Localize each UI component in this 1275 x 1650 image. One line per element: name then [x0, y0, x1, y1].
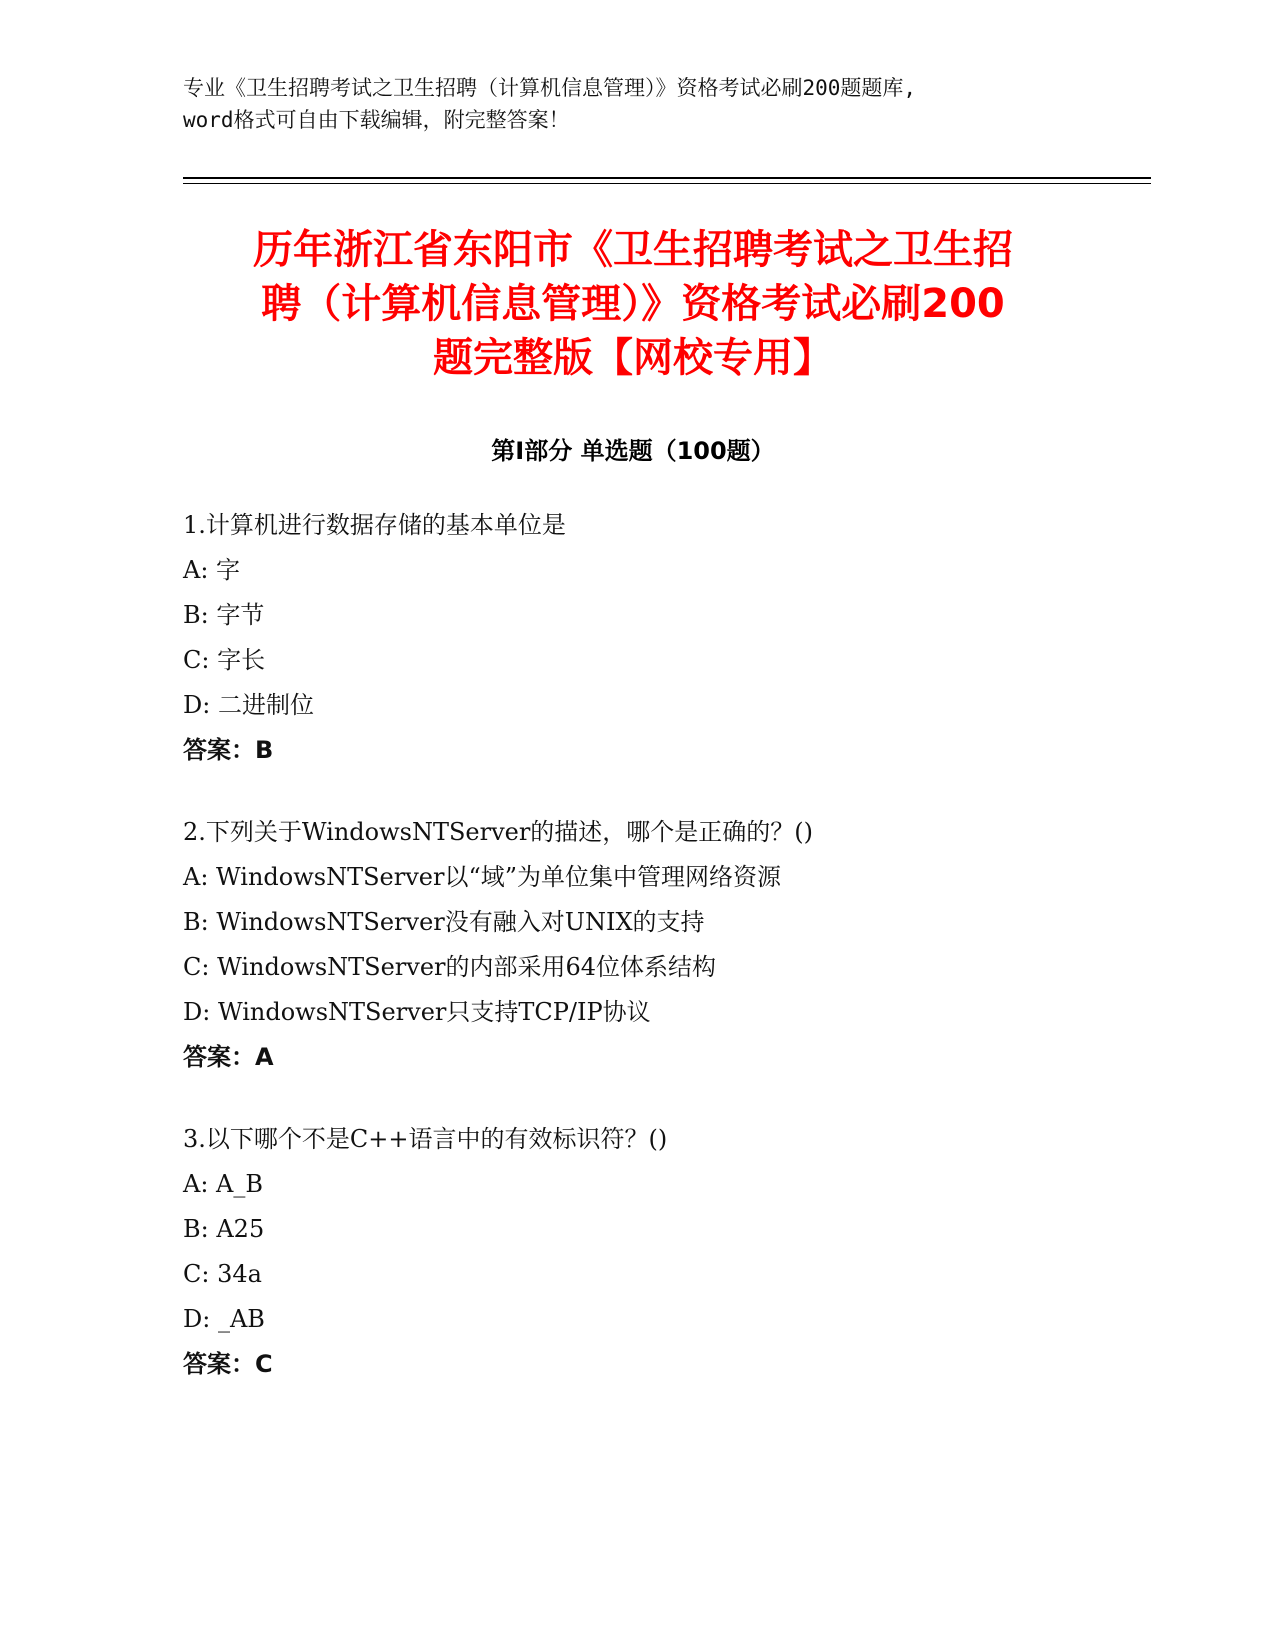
option-d: D: 二进制位: [183, 691, 314, 719]
document-title-line-2: 聘（计算机信息管理）》资格考试必刷200: [261, 281, 1005, 327]
option-b: B: WindowsNTServer没有融入对UNIX的支持: [183, 908, 705, 936]
question-1: [183, 503, 1183, 773]
option-c: C: 34a: [183, 1260, 262, 1288]
option-d: D: WindowsNTServer只支持TCP/IP协议: [183, 998, 651, 1026]
answer-text: 答案：C: [183, 1350, 273, 1378]
header-divider-thin: [183, 183, 1151, 184]
question-stem: 1.计算机进行数据存储的基本单位是: [183, 511, 566, 539]
header-note: [183, 72, 1083, 136]
question-stem: 2.下列关于WindowsNTServer的描述，哪个是正确的？(): [183, 818, 814, 846]
header-divider-thick: [183, 177, 1151, 179]
question-3: [183, 1117, 1183, 1387]
option-b: B: 字节: [183, 601, 265, 629]
option-a: A: A_B: [183, 1170, 264, 1198]
section-heading: 第Ⅰ部分 单选题（100题）: [491, 437, 775, 465]
answer-text: 答案：B: [183, 736, 274, 764]
option-b: B: A25: [183, 1215, 265, 1243]
document-title-line-3: 题完整版【网校专用】: [433, 335, 833, 381]
option-c: C: 字长: [183, 646, 266, 674]
answer-text: 答案：A: [183, 1043, 274, 1071]
option-d: D: _AB: [183, 1305, 265, 1333]
question-stem: 3.以下哪个不是C++语言中的有效标识符？(): [183, 1125, 668, 1153]
header-note-line-1: 专业《卫生招聘考试之卫生招聘（计算机信息管理）》资格考试必刷200题题库,: [183, 76, 917, 100]
document-title: [183, 223, 1083, 385]
option-a: A: WindowsNTServer以“域”为单位集中管理网络资源: [183, 863, 781, 891]
header-note-line-2: word格式可自由下载编辑，附完整答案！: [183, 108, 570, 132]
question-2: [183, 810, 1183, 1080]
document-title-line-1: 历年浙江省东阳市《卫生招聘考试之卫生招: [253, 227, 1013, 273]
option-c: C: WindowsNTServer的内部采用64位体系结构: [183, 953, 717, 981]
option-a: A: 字: [183, 556, 241, 584]
